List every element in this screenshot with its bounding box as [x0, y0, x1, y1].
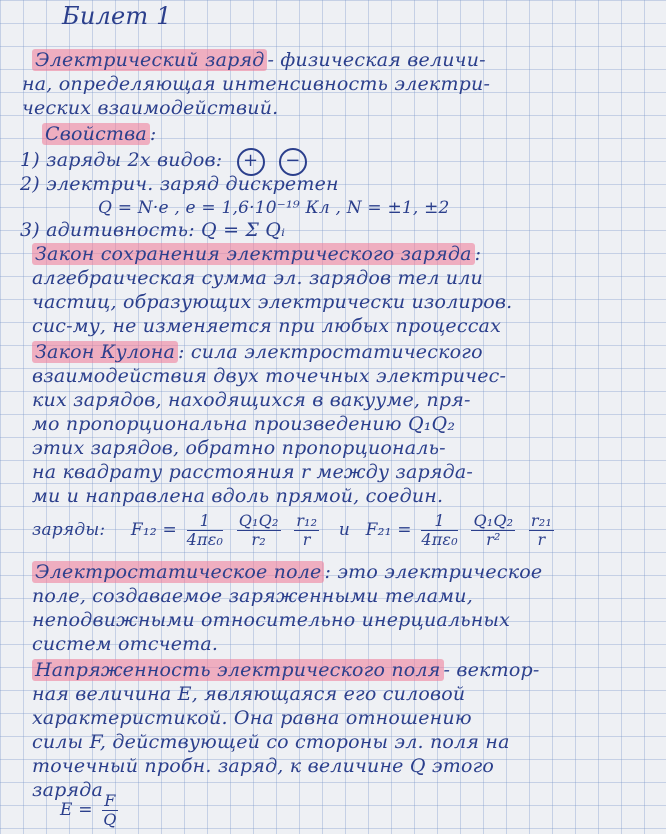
colon: : [149, 123, 157, 145]
minus-sign-icon: − [279, 148, 307, 176]
denominator: r₂ [251, 530, 266, 549]
fraction-charges [237, 512, 281, 549]
text: : это электрическое [324, 561, 543, 583]
denominator: 4πε₀ [186, 530, 224, 549]
fraction-charges-2 [471, 512, 515, 549]
highlight-conservation-law: Закон сохранения электрического заряда [32, 243, 475, 265]
text: 1) заряды 2х видов: [20, 149, 223, 171]
force-f12: F₁₂ = [130, 520, 177, 540]
strength-line-2: характеристикой. Она равна отношению [32, 707, 472, 729]
plus-sign-icon: + [237, 148, 265, 176]
definition-charge-line-1 [32, 48, 486, 72]
highlight-field-strength: Напряженность электрического поля [32, 659, 444, 681]
highlight-coulomb-law: Закон Кулона [32, 341, 178, 363]
strength-line-1: ная величина E, являющаяся его силовой [32, 683, 466, 705]
coulomb-law-line-2: ких зарядов, находящихся в вакууме, пря- [32, 389, 471, 411]
property-2-formula: Q = N·e , e = 1,6·10⁻¹⁹ Кл , N = ±1, ±2 [98, 198, 450, 218]
conservation-law-heading [32, 242, 481, 266]
field-symbol: E = [60, 800, 93, 820]
denominator: r [537, 530, 546, 549]
text: - вектор- [443, 659, 540, 681]
field-line-2: неподвижными относительно инерциальных [32, 609, 511, 631]
field-line-1: поле, создаваемое заряженными телами, [32, 585, 473, 607]
properties-heading [42, 122, 157, 146]
numerator: r₁₂ [296, 511, 318, 530]
numerator: F [104, 791, 116, 810]
strength-line-3: силы F, действующей со стороны эл. поля на [32, 731, 510, 753]
numerator: 1 [187, 512, 224, 531]
highlight-electrostatic-field: Электростатическое поле [32, 561, 324, 583]
numerator: r₂₁ [530, 511, 552, 530]
field-line-0 [32, 560, 542, 584]
highlight-properties: Свойства [42, 123, 150, 145]
fraction-force-charge [102, 792, 117, 829]
text: - физическая величи- [267, 49, 486, 71]
property-2: 2) электрич. заряд дискретен [20, 173, 339, 195]
property-3: 3) адитивность: Q = Σ Qᵢ [20, 219, 286, 241]
coulomb-law-line-3: мо пропорциональна произведению Q₁Q₂ [32, 413, 456, 435]
fraction-unit-vector [294, 512, 319, 549]
denominator: r² [486, 530, 501, 549]
numerator: Q₁Q₂ [473, 511, 514, 530]
strength-line-0 [32, 658, 539, 682]
conservation-law-line-2: частиц, образующих электрически изолиров. [32, 291, 513, 313]
conservation-law-line-3: сис-му, не изменяется при любых процессах [32, 315, 501, 337]
coulomb-law-line-4: этих зарядов, обратно пропорциональ- [32, 437, 446, 459]
numerator: Q₁Q₂ [238, 511, 279, 530]
page-title: Билет 1 [62, 2, 172, 30]
fraction-constant-2 [421, 512, 458, 549]
coulomb-law-line-5: на квадрату расстояния r между заряда- [32, 461, 474, 483]
text: : сила электростатического [178, 341, 483, 363]
denominator: 4πε₀ [421, 530, 458, 549]
strength-formula [60, 790, 122, 830]
coulomb-law-line-1: взаимодействия двух точечных электричес- [32, 365, 507, 387]
highlight-electric-charge: Электрический заряд [32, 49, 267, 71]
colon: : [474, 243, 482, 265]
coulomb-law-line-6: ми и направлена вдоль прямой, соедин. [32, 485, 444, 507]
strength-line-4: точечный пробн. заряд, к величине Q этого [32, 755, 495, 777]
definition-charge-line-3: ческих взаимодействий. [22, 97, 279, 119]
denominator: r [302, 530, 311, 549]
force-f21: F₂₁ = [365, 520, 412, 540]
denominator: Q [103, 810, 117, 829]
strength-line-5: заряда [32, 779, 104, 801]
definition-charge-line-2: на, определяющая интенсивность электри- [22, 73, 491, 95]
numerator: 1 [421, 512, 458, 531]
conservation-law-line-1: алгебраическая сумма эл. зарядов тел или [32, 267, 483, 289]
coulomb-formula [32, 510, 558, 550]
coulomb-law-line-0 [32, 340, 483, 364]
field-line-3: систем отсчета. [32, 633, 219, 655]
text: заряды: [32, 520, 106, 540]
fraction-constant [187, 512, 224, 549]
fraction-unit-vector-2 [529, 512, 554, 549]
and-word: и [338, 520, 351, 540]
